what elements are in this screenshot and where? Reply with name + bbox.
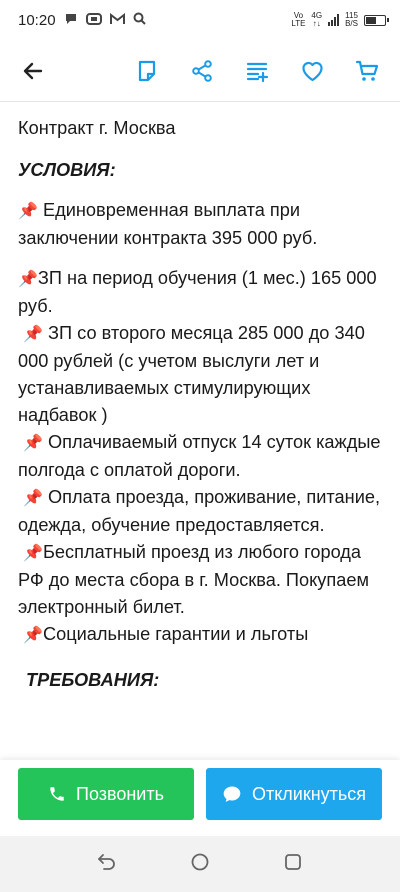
- action-bar: [0, 760, 400, 836]
- back-nav-icon: [96, 851, 118, 873]
- requirements-heading: ТРЕБОВАНИЯ:: [26, 670, 160, 690]
- condition-item: [18, 320, 384, 429]
- app-notification-icon: [86, 12, 102, 29]
- network-type-indicator: [311, 12, 322, 28]
- chat-bubble-icon: [222, 784, 242, 804]
- battery-icon: [364, 15, 386, 26]
- favorite-button[interactable]: [291, 50, 333, 92]
- call-button-label: Позвонить: [76, 783, 164, 804]
- chat-notification-icon: [64, 12, 78, 29]
- app-toolbar: [0, 40, 400, 102]
- network-type-bottom: ↑↓: [312, 19, 321, 28]
- conditions-heading: УСЛОВИЯ:: [18, 160, 116, 180]
- heart-icon: [300, 59, 325, 83]
- condition-item: [18, 429, 384, 484]
- pushpin-icon: 📌: [18, 203, 38, 220]
- cart-icon: [355, 59, 380, 83]
- phone-icon: [48, 785, 66, 803]
- note-icon: [135, 59, 159, 83]
- vacancy-description: [18, 102, 384, 760]
- condition-text: Оплачиваемый отпуск 14 суток каждые полгода с оплатой дороги.: [18, 432, 381, 480]
- signal-icon: [328, 14, 339, 26]
- home-nav-icon: [189, 851, 211, 873]
- pushpin-icon: 📌: [23, 545, 43, 562]
- reply-button[interactable]: [206, 768, 382, 820]
- pushpin-icon: 📌: [18, 271, 38, 288]
- volte-top: Vo: [293, 11, 304, 20]
- battery-level: [366, 17, 376, 24]
- volte-indicator: [291, 12, 305, 28]
- arrow-left-icon: [21, 59, 45, 83]
- cart-button[interactable]: [346, 50, 388, 92]
- condition-text: Оплата проезда, проживание, питание, одежда, обучение предоставляется.: [18, 487, 381, 535]
- condition-text: Социальные гарантии и льготы: [42, 624, 309, 644]
- pushpin-icon: 📌: [23, 326, 43, 343]
- data-speed-indicator: [345, 12, 358, 28]
- volte-bottom: LTE: [291, 19, 306, 28]
- data-speed-value: 115: [345, 11, 358, 20]
- network-type-top: 4G: [311, 11, 323, 20]
- pushpin-icon: 📌: [23, 490, 43, 507]
- condition-item: [18, 539, 384, 621]
- recents-nav-icon: [282, 851, 304, 873]
- compare-button[interactable]: [236, 50, 278, 92]
- compare-list-icon: [245, 59, 269, 83]
- nav-back-button[interactable]: [96, 851, 118, 878]
- condition-item: [18, 621, 384, 649]
- reply-button-label: Откликнуться: [251, 783, 367, 804]
- share-button[interactable]: [181, 50, 223, 92]
- data-speed-unit: B/S: [345, 19, 358, 28]
- nav-recents-button[interactable]: [282, 851, 304, 878]
- condition-text: Бесплатный проезд из любого города РФ до места сбора в г. Москва. Покупаем электронный билет.: [18, 542, 369, 617]
- condition-item: [18, 484, 384, 539]
- status-time: 10:20: [18, 11, 56, 29]
- back-button[interactable]: [12, 50, 54, 92]
- status-bar: [0, 0, 400, 40]
- pushpin-icon: 📌: [23, 435, 43, 452]
- share-icon: [190, 59, 214, 83]
- condition-item: [18, 265, 384, 320]
- condition-text: ЗП на период обучения (1 мес.) 165 000 руб.: [18, 268, 377, 316]
- gmail-notification-icon: [110, 12, 125, 28]
- condition-text: Единовременная выплата при заключении контракта 395 000 руб.: [18, 200, 318, 248]
- condition-text: ЗП со второго месяца 285 000 до 340 000 рублей (с учетом выслуги лет и устанавливаемых стимулирующих надбавок ): [18, 323, 365, 425]
- condition-item: [18, 197, 384, 252]
- search-notification-icon: [133, 12, 146, 28]
- note-button[interactable]: [126, 50, 168, 92]
- call-button[interactable]: [18, 768, 194, 820]
- nav-home-button[interactable]: [189, 851, 211, 878]
- system-nav-bar: [0, 836, 400, 892]
- contract-title: Контракт г. Москва: [18, 118, 176, 138]
- pushpin-icon: 📌: [23, 627, 43, 644]
